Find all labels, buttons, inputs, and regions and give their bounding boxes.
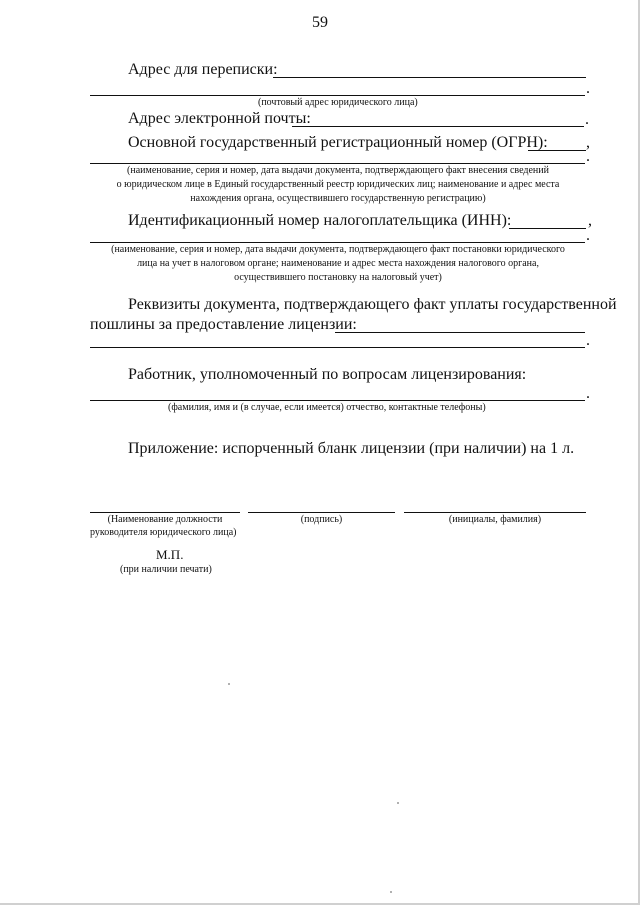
mailing-address-field-line2[interactable] bbox=[90, 95, 585, 96]
fee-field-line2[interactable] bbox=[90, 347, 585, 348]
ogrn-field[interactable] bbox=[528, 150, 586, 151]
inn-caption-3: осуществившего постановку на налоговый учет) bbox=[234, 272, 442, 283]
fee-end-mark: . bbox=[586, 332, 590, 349]
scan-speck bbox=[228, 683, 230, 685]
email-field[interactable] bbox=[292, 126, 584, 127]
officer-label: Работник, уполномоченный по вопросам лицензирования: bbox=[128, 366, 527, 383]
ogrn-field-line2[interactable] bbox=[90, 163, 585, 164]
fee-label-line1: Реквизиты документа, подтверждающего факт уплаты государственной bbox=[128, 296, 617, 313]
mailing-address-field[interactable] bbox=[273, 77, 586, 78]
stamp-caption: (при наличии печати) bbox=[120, 564, 212, 575]
email-end-mark: . bbox=[585, 111, 589, 128]
scan-speck bbox=[390, 891, 392, 893]
mailing-address-end-mark: . bbox=[586, 80, 590, 97]
position-caption-2: руководителя юридического лица) bbox=[90, 527, 237, 538]
ogrn-label: Основной государственный регистрационный номер (ОГРН): bbox=[128, 134, 548, 151]
fee-label-line2: пошлины за предоставление лицензии: bbox=[90, 316, 357, 333]
inn-caption-1: (наименование, серия и номер, дата выдачи документа, подтверждающего факт постановки юридического bbox=[111, 244, 565, 255]
signature-field[interactable] bbox=[248, 512, 395, 513]
stamp-label: М.П. bbox=[156, 547, 184, 562]
attachment-text: Приложение: испорченный бланк лицензии (при наличии) на 1 л. bbox=[128, 440, 575, 457]
ogrn-line2-end-mark: . bbox=[586, 148, 590, 165]
fee-field[interactable] bbox=[335, 332, 585, 333]
inn-field[interactable] bbox=[509, 228, 586, 229]
position-caption-1: (Наименование должности bbox=[107, 514, 223, 525]
email-label: Адрес электронной почты: bbox=[128, 110, 311, 127]
signature-caption: (подпись) bbox=[300, 514, 343, 525]
officer-caption: (фамилия, имя и (в случае, если имеется) отчество, контактные телефоны) bbox=[168, 402, 486, 413]
inn-caption-2: лица на учет в налоговом органе; наименование и адрес места нахождения налогового органа, bbox=[137, 258, 539, 269]
inn-end-mark: , bbox=[588, 212, 592, 229]
ogrn-caption-3: нахождения органа, осуществившего государственную регистрацию) bbox=[190, 193, 486, 204]
ogrn-caption-2: о юридическом лице в Единый государственный реестр юридических лиц; наименование и адрес места bbox=[116, 179, 560, 190]
mailing-address-label: Адрес для переписки: bbox=[128, 61, 278, 78]
ogrn-end-mark: , bbox=[586, 134, 590, 151]
officer-end-mark: . bbox=[586, 385, 590, 402]
name-field[interactable] bbox=[404, 512, 586, 513]
position-field[interactable] bbox=[90, 512, 240, 513]
mailing-address-caption: (почтовый адрес юридического лица) bbox=[258, 97, 418, 108]
officer-field[interactable] bbox=[90, 400, 585, 401]
ogrn-caption-1: (наименование, серия и номер, дата выдачи документа, подтверждающего факт внесения сведений bbox=[127, 165, 549, 176]
name-caption: (инициалы, фамилия) bbox=[448, 514, 542, 525]
inn-field-line2[interactable] bbox=[90, 242, 585, 243]
page-number: 59 bbox=[312, 14, 328, 31]
inn-label: Идентификационный номер налогоплательщика (ИНН): bbox=[128, 212, 512, 229]
inn-line2-end-mark: . bbox=[586, 227, 590, 244]
scan-speck bbox=[397, 802, 399, 804]
